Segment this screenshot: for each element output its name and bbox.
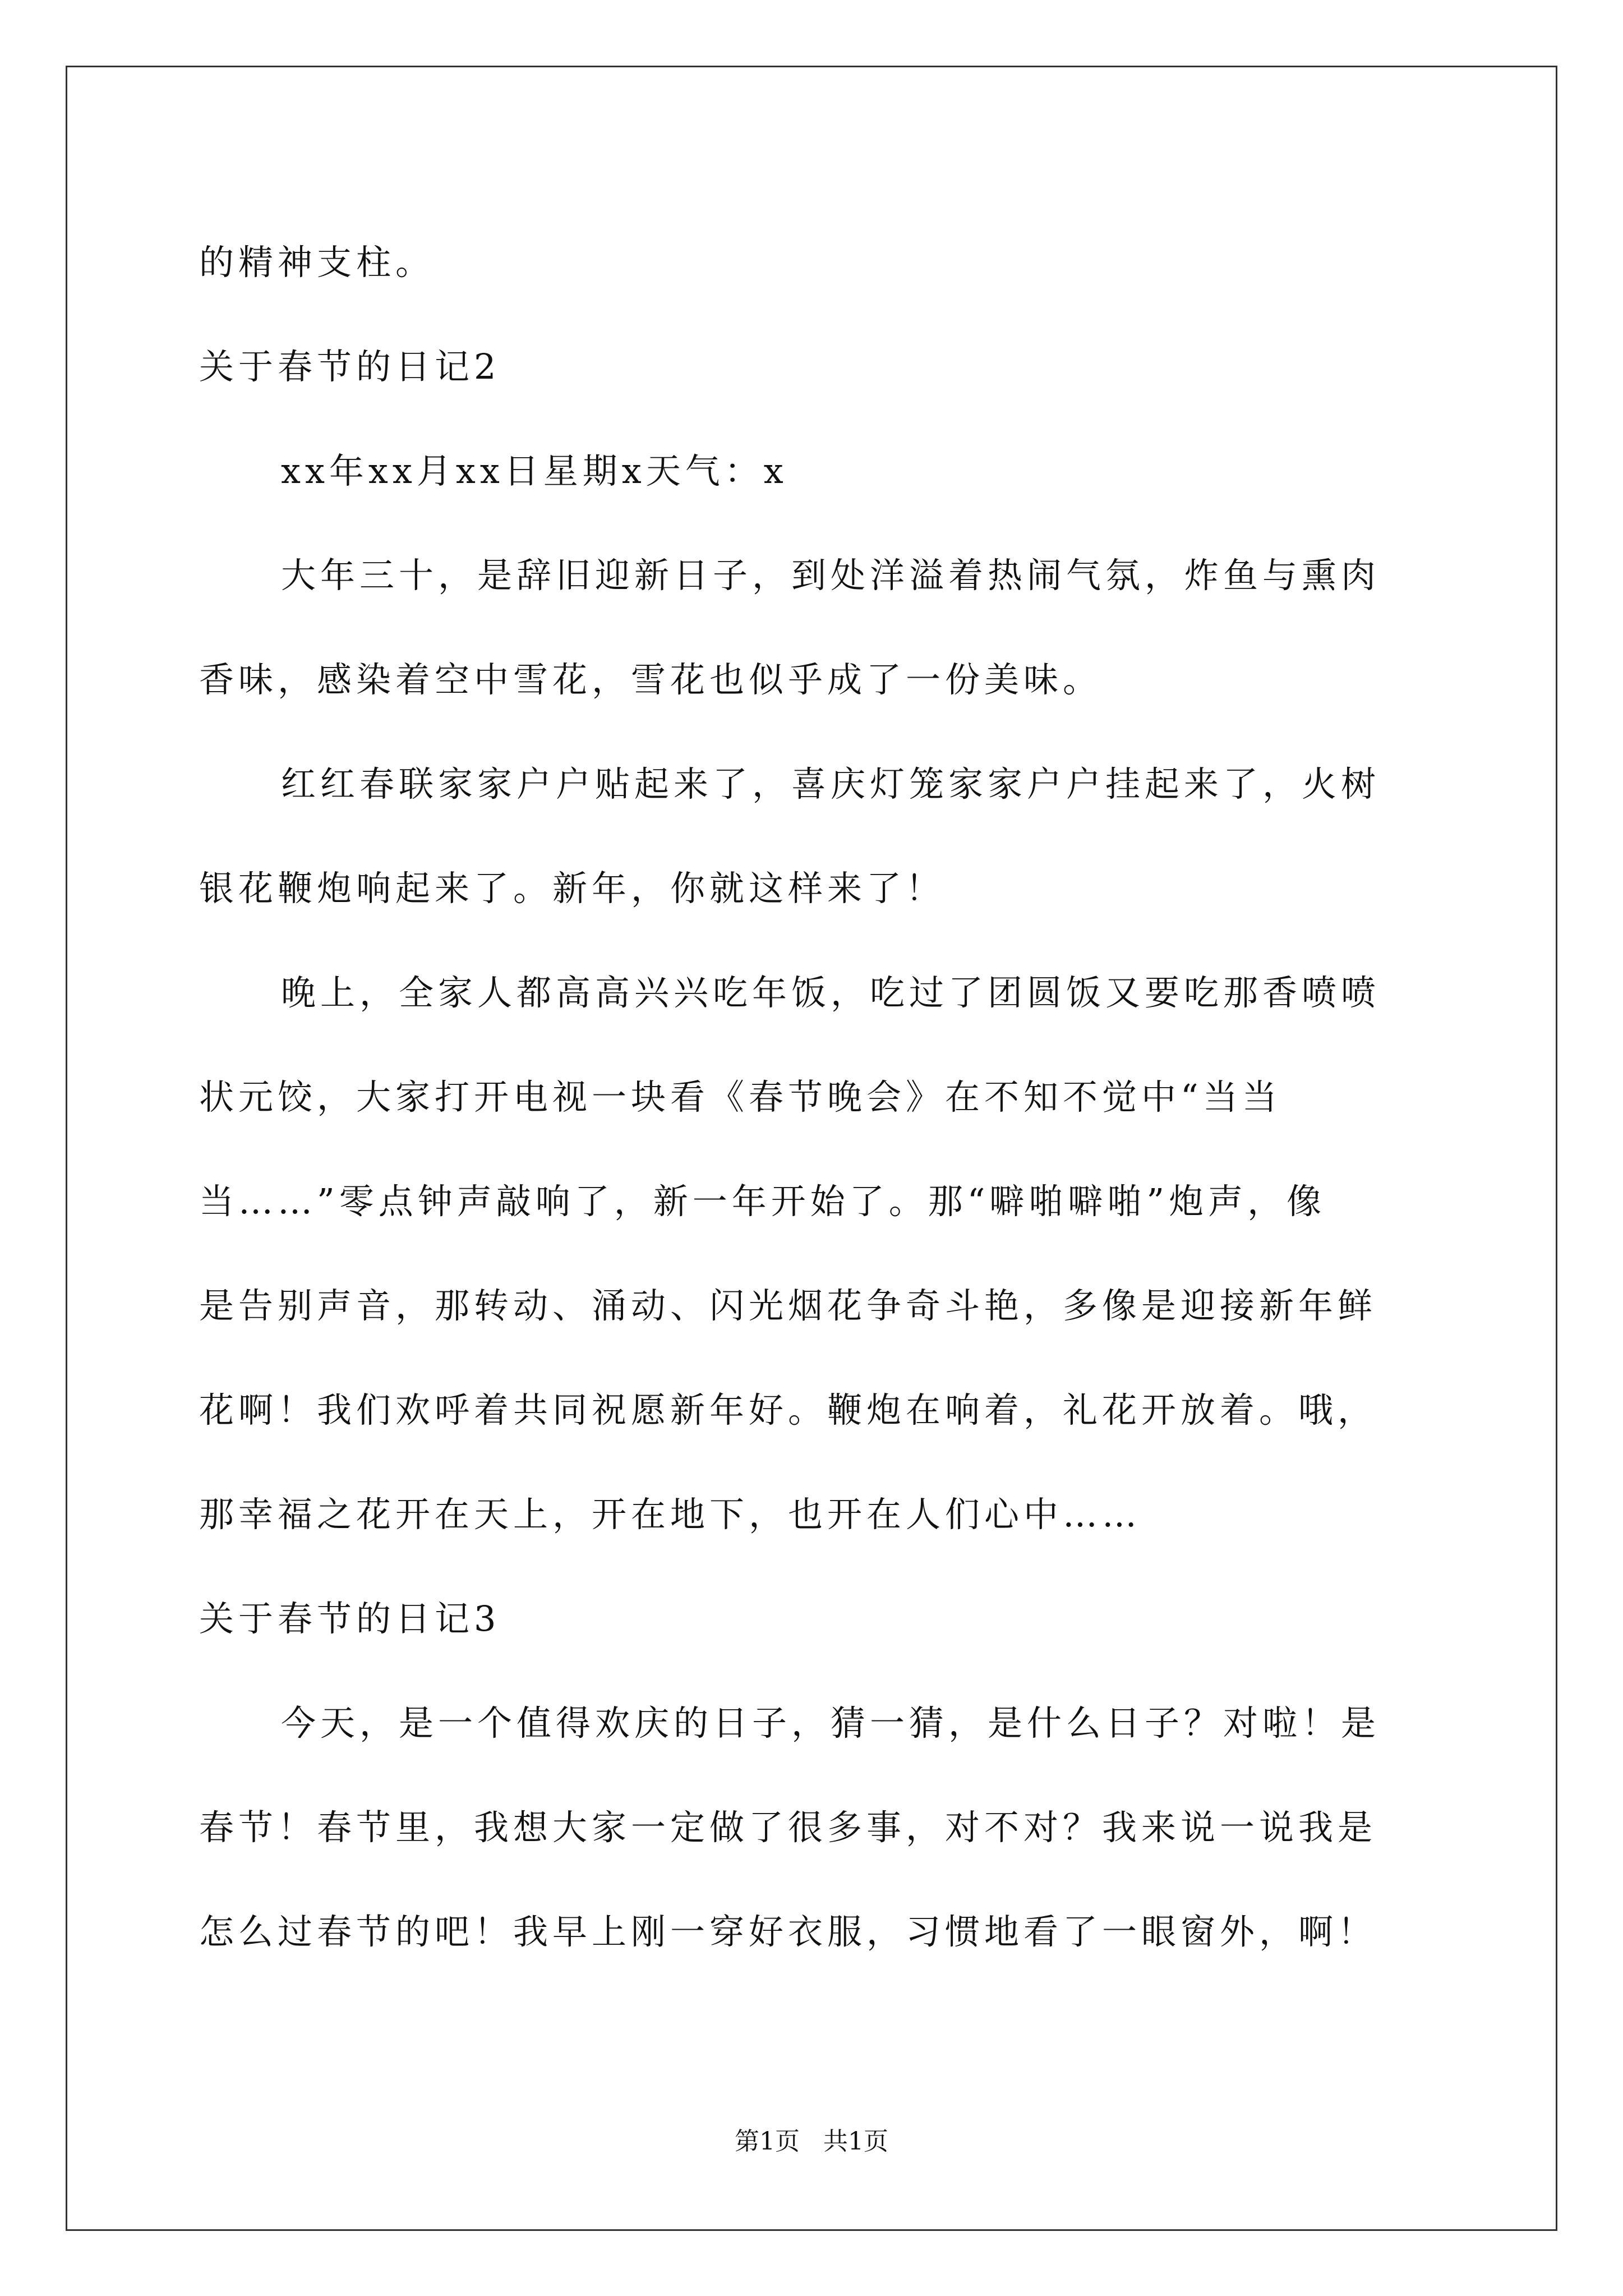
document-body	[199, 210, 1427, 1984]
text-line: 的精神支柱。	[199, 242, 435, 283]
text-line: 今天，是一个值得欢庆的日子，猜一猜，是什么日子？对啦！是	[281, 1703, 1381, 1743]
text-line: 红红春联家家户户贴起来了，喜庆灯笼家家户户挂起来了，火树	[281, 763, 1381, 804]
text-line: 当……”零点钟声敲响了，新一年开始了。那“噼啪噼啪”炮声，像	[199, 1181, 1326, 1222]
text-line: 银花鞭炮响起来了。新年，你就这样来了！	[199, 868, 946, 909]
text-line: 大年三十，是辞旧迎新日子，到处洋溢着热闹气氛，炸鱼与熏肉	[281, 555, 1381, 596]
text-line: 花啊！我们欢呼着共同祝愿新年好。鞭炮在响着，礼花开放着。哦，	[199, 1389, 1377, 1430]
text-line: 是告别声音，那转动、涌动、闪光烟花争奇斗艳，多像是迎接新年鲜	[199, 1285, 1377, 1326]
text-line: 那幸福之花开在天上，开在地下，也开在人们心中……	[199, 1494, 1142, 1535]
date-weather-line: xx年xx月xx日星期x天气：x	[281, 450, 788, 491]
text-line: 怎么过春节的吧！我早上刚一穿好衣服，习惯地看了一眼窗外，啊！	[199, 1911, 1377, 1952]
section-heading: 关于春节的日记2	[199, 346, 501, 387]
section-heading: 关于春节的日记3	[199, 1598, 501, 1639]
text-line: 春节！春节里，我想大家一定做了很多事，对不对？我来说一说我是	[199, 1807, 1377, 1848]
text-line: 晚上，全家人都高高兴兴吃年饭，吃过了团圆饭又要吃那香喷喷	[281, 972, 1381, 1013]
text-line: 香味，感染着空中雪花，雪花也似乎成了一份美味。	[199, 659, 1103, 700]
page-footer	[0, 2126, 1623, 2157]
text-line: 状元饺，大家打开电视一块看《春节晚会》在不知不觉中“当当	[199, 1076, 1281, 1117]
page-number: 第1页 共1页	[735, 2127, 888, 2156]
